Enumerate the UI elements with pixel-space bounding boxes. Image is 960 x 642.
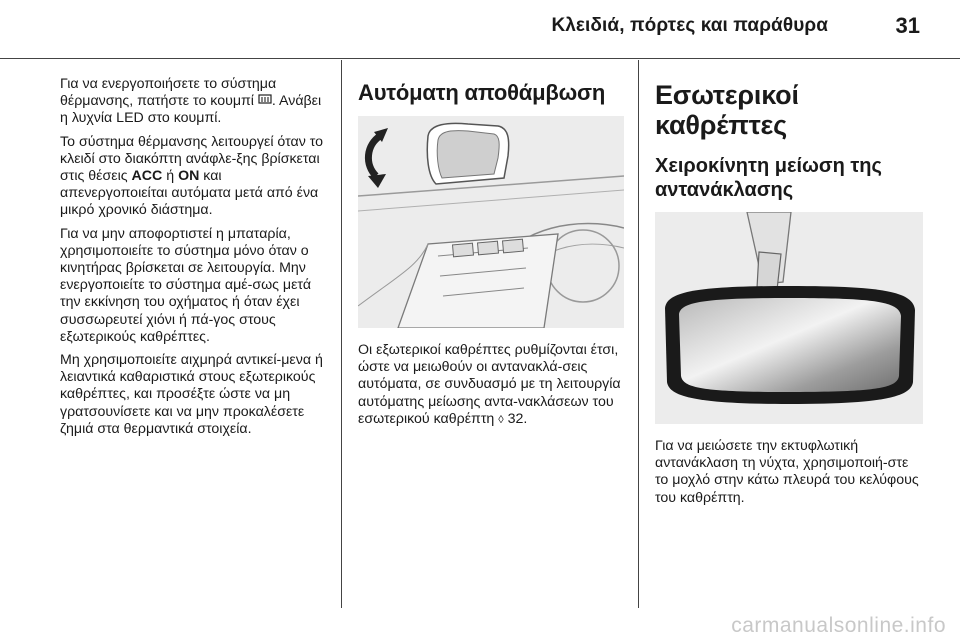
auto-dimming-text xyxy=(358,342,624,429)
paragraph-text: Για να ενεργοποιήσετε το σύστημα θέρμανσης, πατήστε το κουμπί xyxy=(60,76,277,110)
paragraph-text: Το σύστημα θέρμανσης λειτουργεί όταν το κλειδί στο διακόπτη ανάφλε-ξης βρίσκεται στις θέσεις xyxy=(60,133,324,185)
paragraph-text: και απενεργοποιείται αυτόματα μετά από ένα μικρό χρονικό διάστημα. xyxy=(60,168,319,219)
ignition-position-on: ON xyxy=(178,168,200,185)
page-number: 31 xyxy=(895,13,920,38)
column-divider xyxy=(341,60,342,608)
page-header xyxy=(0,0,960,59)
paragraph-activation xyxy=(60,76,328,128)
paragraph-care: Μη χρησιμοποιείτε αιχμηρά αντικεί-μενα ή λειαντικά καθαριστικά στους εξωτερικούς καθρέπτες, και προσέξτε ώστε να μη γρατσουνίσετε και να μην προκαλέσετε ζημιά στα θερμαντικά στοιχεία. xyxy=(60,352,323,437)
door-mirror-illustration xyxy=(358,116,624,328)
subsection-heading: Χειροκίνητη μείωση της αντανάκλασης xyxy=(655,155,882,201)
ignition-position-acc: ACC xyxy=(131,168,163,185)
section-heading: Εσωτερικοί καθρέπτες xyxy=(655,80,799,140)
page-reference: 32. xyxy=(503,410,528,427)
manual-dimming-text: Για να μειώσετε την εκτυφλωτική αντανάκλαση τη νύχτα, χρησιμοποιή-στε το μοχλό στην κάτω πλευρά του κελύφους του καθρέπτη. xyxy=(655,438,919,506)
cross-reference-icon: ◊ xyxy=(498,413,504,426)
column-left xyxy=(60,76,328,444)
interior-mirror-illustration xyxy=(655,212,923,424)
column-middle xyxy=(358,80,624,435)
rear-window-heating-icon xyxy=(258,93,272,106)
paragraph-text: Οι εξωτερικοί καθρέπτες ρυθμίζονται έτσι, ώστε να μειωθούν οι αντανακλά-σεις αυτόματα, σε συνδυασμό με τη λειτουργία αυτόματης μείωσης αντα-νακλάσεων του εσωτερικού καθρέπτη xyxy=(358,342,621,427)
section-heading: Αυτόματη αποθάμβωση xyxy=(358,80,606,105)
watermark: carmanualsonline.info xyxy=(731,614,946,637)
paragraph-battery: Για να μην αποφορτιστεί η μπαταρία, χρησιμοποιείτε το σύστημα μόνο όταν ο κινητήρας βρίσκεται σε λειτουργία. Μην ενεργοποιείτε το σύστημα αμέ-σως μετά την εκκίνηση του οχήματος ή όταν έχει συσσωρευτεί χιόνι ή πά-γος στους εξωτερικούς καθρέπτες. xyxy=(60,225,312,345)
paragraph-text: . Ανάβει η λυχνία LED στο κουμπί. xyxy=(60,93,322,127)
page-section-title: Κλειδιά, πόρτες και παράθυρα xyxy=(551,15,828,36)
column-divider xyxy=(638,60,639,608)
column-right xyxy=(655,80,923,513)
paragraph-operation xyxy=(60,134,328,220)
paragraph-text: ή xyxy=(162,168,179,185)
